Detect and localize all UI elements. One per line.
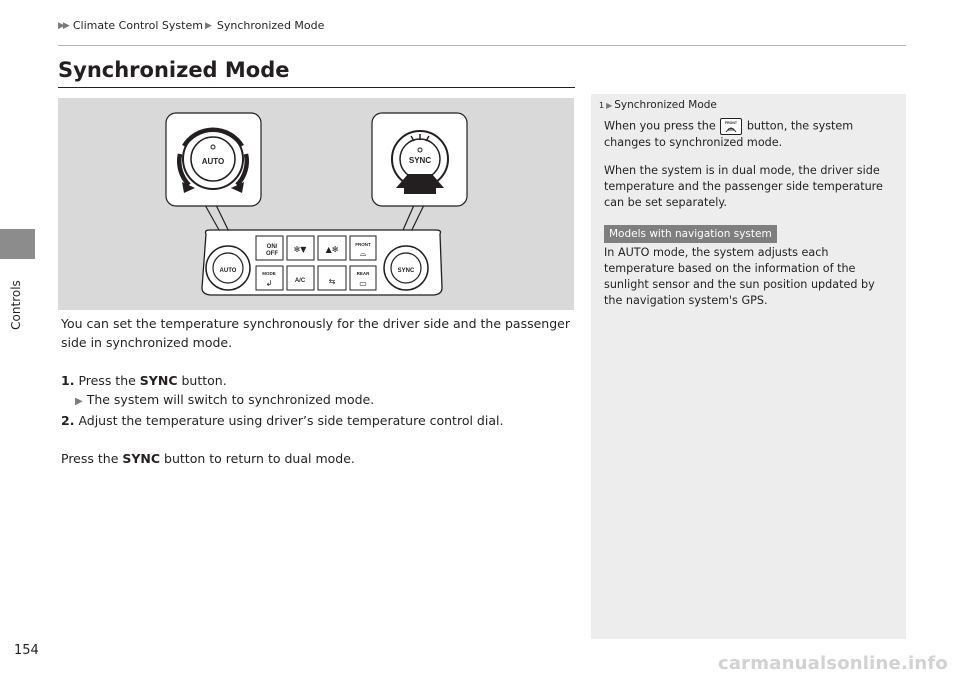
defrost-icon-svg [721,119,741,134]
double-arrow-icon: ▶▶ [58,20,68,31]
step-1-number: 1. [61,373,75,388]
note-arrow-icon: ▶ [606,100,613,110]
fan-down-icon: ✻▼ [293,245,307,254]
rear-defrost-icon: ▭ [359,279,367,288]
note-paragraph-2: When the system is in dual mode, the driver side temperature and the passenger side temperature can be set separately. [604,164,883,209]
breadcrumb [58,19,324,32]
note-paragraph-1 [604,118,896,151]
sync-dial-label: SYNC [408,156,432,165]
front-defrost-inline-icon [720,118,742,135]
rear-defrost-label: REAR [356,271,370,276]
mode-button-label: MODE [262,271,276,276]
arrow-icon: ▶ [204,20,212,31]
step-1-sync-label: SYNC [139,373,178,388]
panel-sync-label: SYNC [397,268,415,274]
page-title: Synchronized Mode [58,58,290,82]
panel-auto-label: AUTO [219,268,237,274]
side-note-box [591,94,906,639]
note-title [599,99,717,111]
note-p1-post: button, the system changes to synchronized mode. [604,119,854,149]
step-1-result [61,390,576,411]
navigation-models-badge: Models with navigation system [604,225,777,243]
breadcrumb-item-climate[interactable]: Climate Control System [72,19,203,32]
final-instruction [61,449,576,468]
inline-icon-label: FRONT [725,121,738,125]
step-2 [61,411,576,430]
section-side-label: Controls [9,280,23,330]
result-arrow-icon: ▶ [75,396,83,407]
illustration-svg [58,98,574,310]
step-1-result-text: The system will switch to synchronized mode. [86,392,375,407]
auto-dial-label: AUTO [201,157,225,166]
onoff-button-label: ON/ [266,244,278,250]
final-pre: Press the [61,451,123,466]
step-1-pre: Press the [78,373,140,388]
fan-up-icon: ▲✻ [325,245,339,254]
note-text [604,118,896,309]
page-number: 154 [14,643,39,658]
onoff-button-label-2: OFF [266,251,278,257]
final-sync-label: SYNC [122,451,161,466]
watermark: carmanualsonline.info [717,653,948,674]
press-arrow-base [404,186,436,194]
recirculation-icon: ⇆ [328,277,336,286]
note-p1-pre: When you press the [604,119,720,133]
intro-line-1: You can set the temperature synchronously for the driver side and the passenger [61,316,570,331]
ac-button-label: A/C [294,278,306,284]
step-2-text: Adjust the temperature using driver’s side temperature control dial. [78,413,504,428]
note-title-text: Synchronized Mode [614,99,717,111]
step-1 [61,371,576,390]
intro-line-2: side in synchronized mode. [61,335,233,350]
climate-control-illustration [58,98,574,310]
front-defrost-icon: ⌓ [359,249,367,258]
note-paragraph-3: In AUTO mode, the system adjusts each temperature based on the information of the sunlight sensor and the sun position updated by the navigation system's GPS. [604,246,875,307]
header-divider [58,45,906,46]
title-divider [58,87,575,88]
breadcrumb-item-sync[interactable]: Synchronized Mode [216,19,325,32]
step-2-number: 2. [61,413,75,428]
body-text [61,314,576,468]
step-1-post: button. [177,373,227,388]
mode-icon: ↲ [265,279,273,288]
final-post: button to return to dual mode. [160,451,355,466]
note-number: 1 [599,100,605,110]
section-tab-marker [0,229,35,259]
front-defrost-label: FRONT [355,242,371,247]
